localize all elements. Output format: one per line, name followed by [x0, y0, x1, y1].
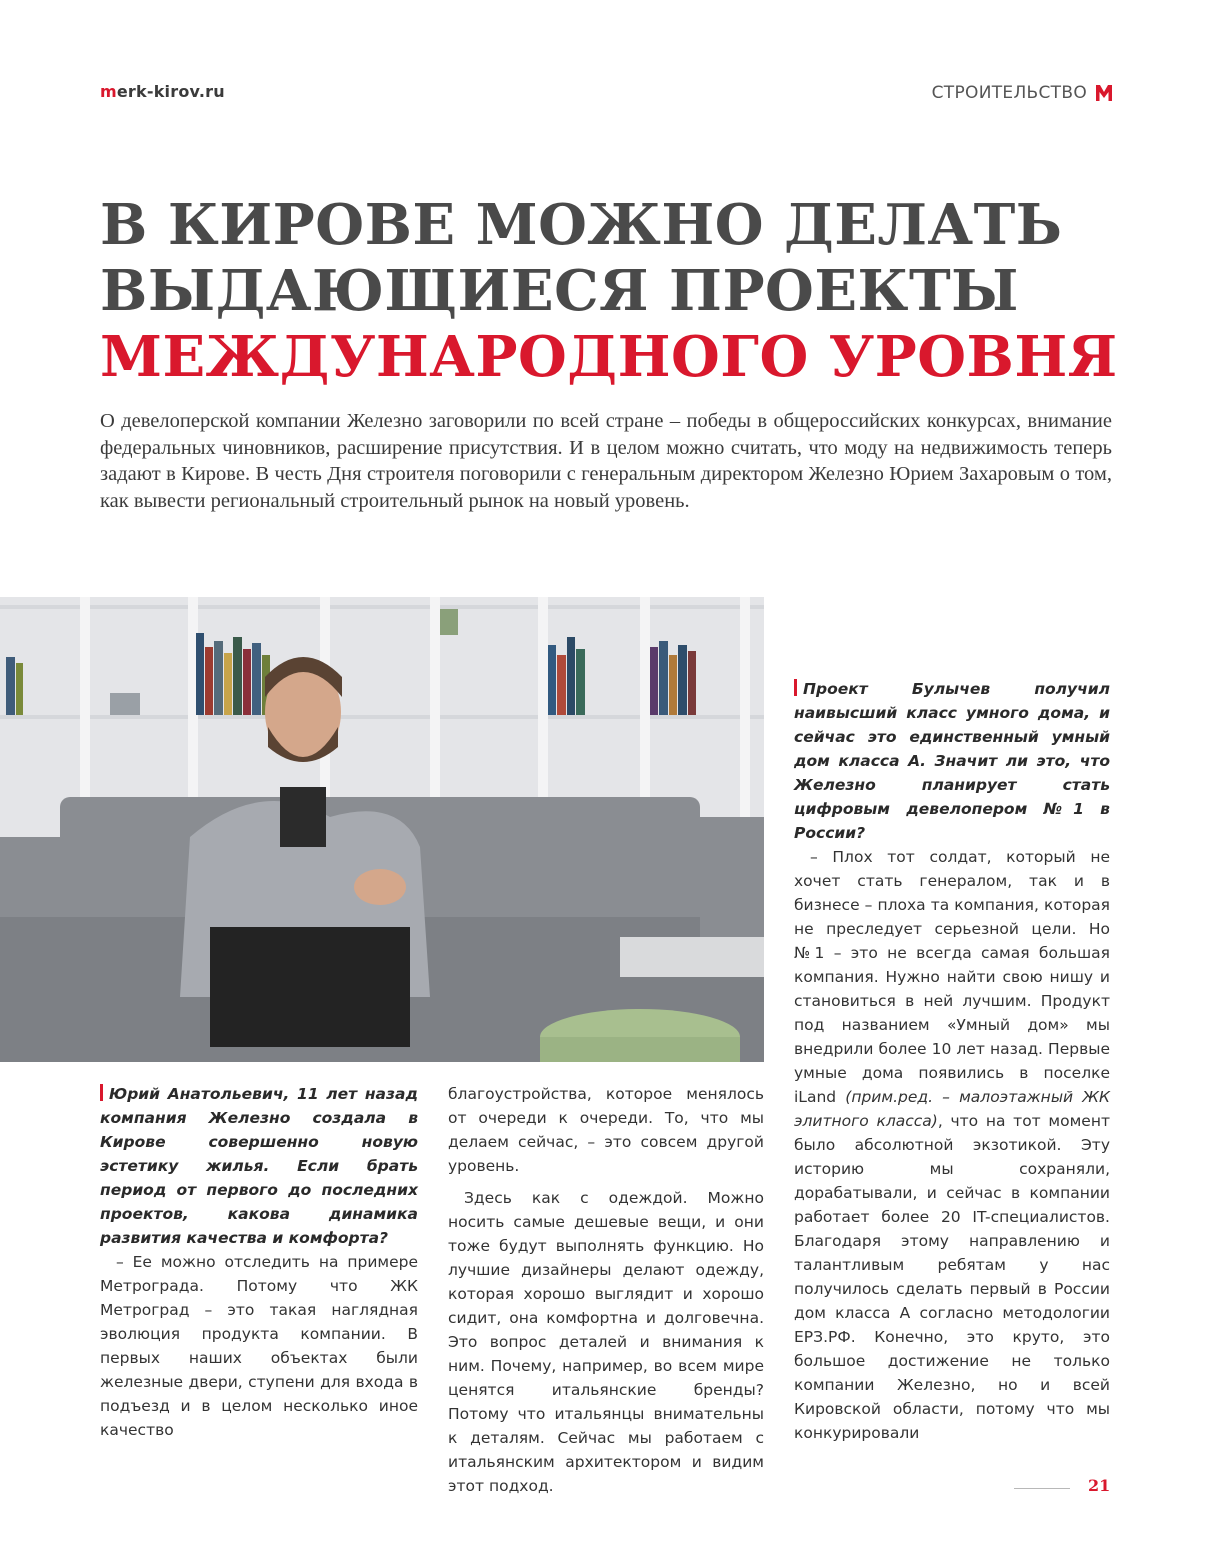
answer-2	[794, 845, 1110, 1445]
question-2	[794, 677, 1110, 845]
question-1-text: Юрий Анатольевич, 11 лет назад компания Железно создала в Кирове совершенно новую эстетику жилья. Если брать период от первого до последних проектов, какова динамика развития качества и комфорта?	[100, 1085, 418, 1247]
answer-1-continued: благоустройства, которое менялось от очереди к очереди. То, что мы делаем сейчас, – это совсем другой уровень.	[448, 1085, 764, 1175]
answer-1: – Ее можно отследить на примере Метрограда. Потому что ЖК Метроград – это такая наглядная эволюция продукта компании. В первых наших объектах были железные двери, ступени для входа в подъезд и в целом несколько иное качество	[100, 1253, 418, 1439]
interview-photo	[0, 597, 764, 1062]
headline	[100, 192, 1118, 390]
headline-line-2: ВЫДАЮЩИЕСЯ ПРОЕКТЫ	[100, 258, 1019, 324]
answer-1-paragraph-2: Здесь как с одеждой. Можно носить самые дешевые вещи, и они тоже будут выполнять функцию. Но лучшие дизайнеры делают одежду, которая хорошо выглядит и хорошо сидит, она комфортна и долговечна. Это вопрос деталей и внимания к ним. Почему, например, во всем мире ценятся итальянские бренды? Потому что итальянцы внимательны к деталям. Сейчас мы работаем с итальянским архитектором и видим этот подход.	[448, 1189, 764, 1495]
page-number: 21	[1088, 1476, 1111, 1495]
question-1	[100, 1082, 418, 1250]
site-url	[100, 82, 225, 101]
lead-paragraph: О девелоперской компании Железно заговорили по всей стране – победы в общероссийских конкурсах, внимание федеральных чиновников, расширение присутствия. И в целом можно считать, что моду на недвижимость теперь задают в Кирове. В честь Дня строителя поговорили с генеральным директором Железно Юрием Захаровым о том, как вывести региональный строительный рынок на новый уровень.	[100, 410, 1112, 512]
article-column-2	[448, 1082, 764, 1498]
headline-line-1: В КИРОВЕ МОЖНО ДЕЛАТЬ	[100, 192, 1063, 258]
interview-photo-illustration	[0, 597, 764, 1062]
site-url-first-letter: m	[100, 82, 117, 101]
question-marker	[794, 679, 797, 696]
article-column-1	[100, 1082, 418, 1442]
page-number-rule	[1014, 1488, 1070, 1489]
headline-line-3: МЕЖДУНАРОДНОГО УРОВНЯ	[100, 324, 1118, 390]
magazine-m-logo-icon	[1095, 84, 1113, 102]
question-2-text: Проект Булычев получил наивысший класс умного дома, и сейчас это единственный умный дом класса А. Значит ли это, что Железно планирует стать цифровым девелопером №1 в России?	[794, 680, 1110, 842]
answer-2-part-1: – Плох тот солдат, который не хочет стать генералом, так и в бизнесе – плоха та компания, которая не преследует серьезной цели. Но №1 – это не всегда самая большая компания. Нужно найти свою нишу и становиться в ней лучшим. Продукт под названием «Умный дом» мы внедрили более 10 лет назад. Первые умные дома появились в поселке iLand	[794, 848, 1110, 1106]
editor-note: (прим.ред. – малоэтажный ЖК элитного класса)	[794, 1088, 1110, 1130]
article-column-3	[794, 603, 1110, 1445]
site-url-rest: erk-kirov.ru	[116, 82, 225, 101]
rubric	[932, 83, 1113, 103]
rubric-label: СТРОИТЕЛЬСТВО	[931, 83, 1087, 103]
answer-2-part-2: , что на тот момент было абсолютной экзотикой. Эту историю мы сохраняли, дорабатывали, и сейчас в компании работает более 20 IT-специалистов. Благодаря этому направлению и талантливым ребятам у нас получилось сделать первый в России дом класса А согласно методологии ЕРЗ.РФ. Конечно, это круто, это большое достижение не только компании Железно, но и всей Кировской области, потому что мы конкурировали	[794, 1112, 1110, 1442]
question-marker	[100, 1084, 103, 1101]
